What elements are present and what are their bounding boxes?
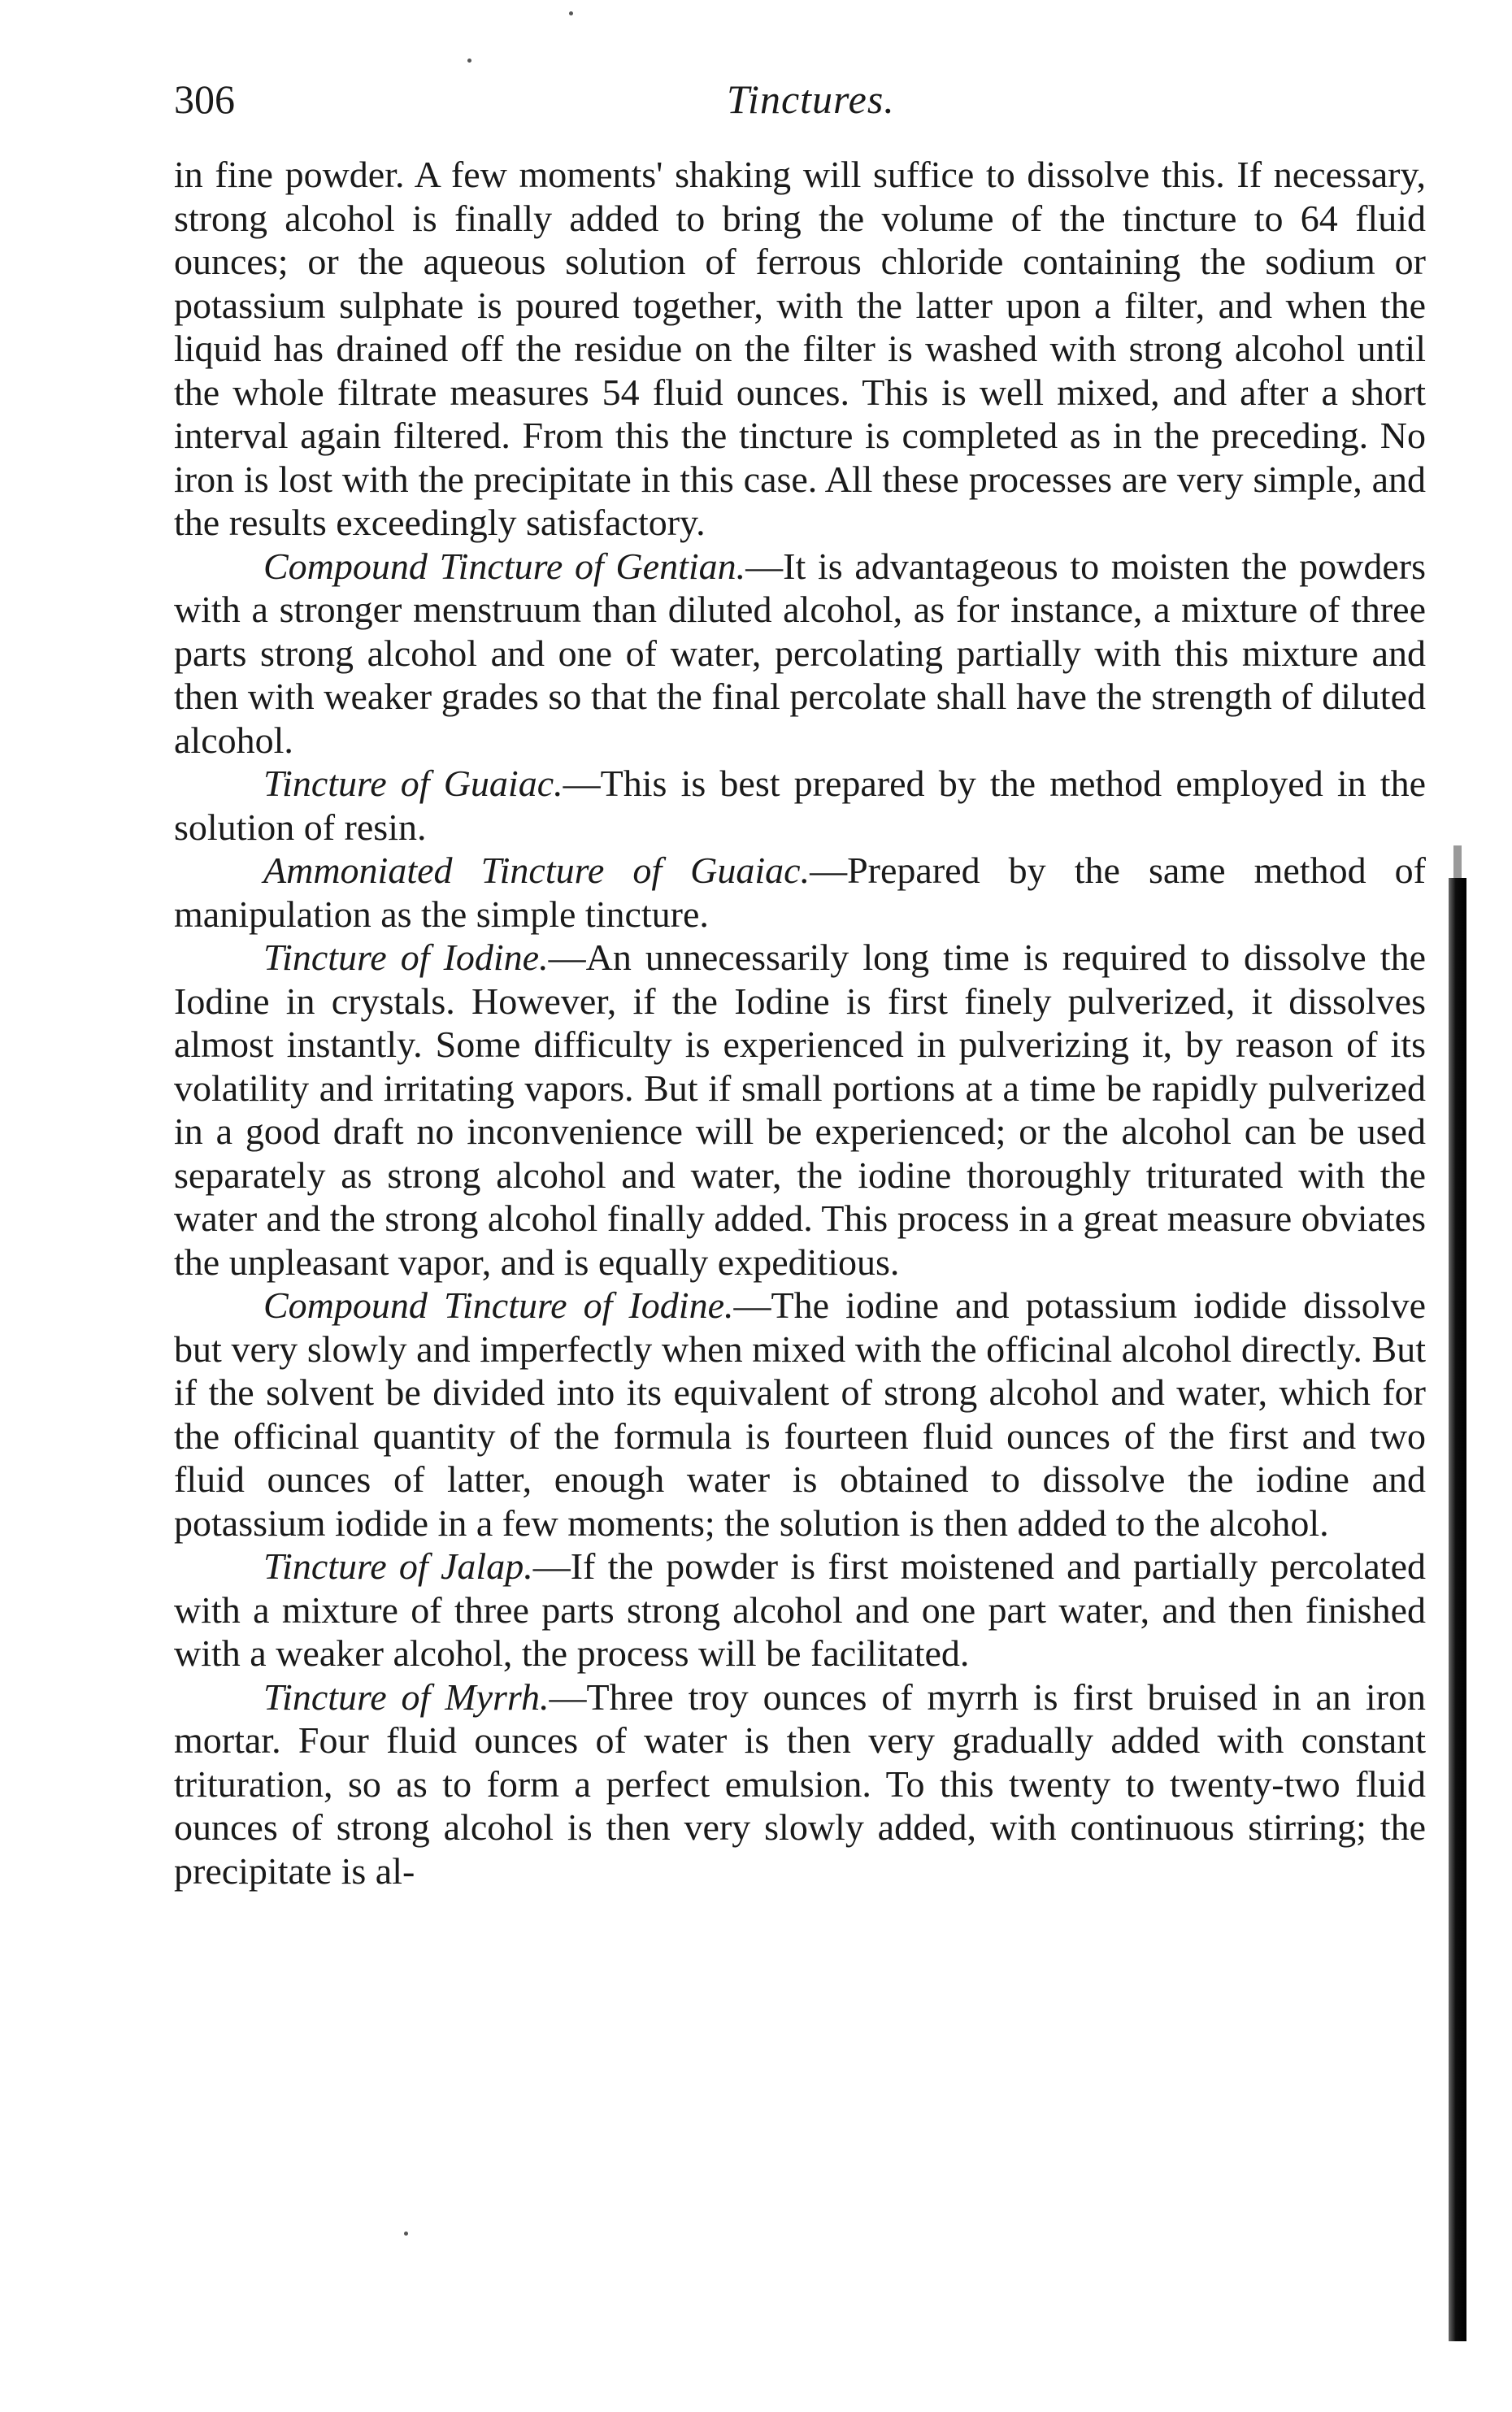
entry-title: Ammoniated Tincture of Guaiac. bbox=[263, 850, 810, 891]
paragraph-text: in fine powder. A few moments' shaking will suffice to dissolve this. If necessary, strong alcohol is finally added to bring the volume of the tincture to 64 fluid ounces; or the aqueous solution of ferrous chloride containing the sodium or potassium sulphate is poured together, with the latter upon a filter, and when the liquid has drained off the residue on the filter is washed with strong alcohol until the whole filtrate measures 54 fluid ounces. This is well mixed, and after a short interval again filtered. From this the tincture is completed as in the preceding. No iron is lost with the precipitate in this case. All these processes are very simple, and the results exceedingly satisfactory. bbox=[174, 154, 1426, 543]
paragraph-text: —Prepared by the same method of manipulation as the simple tincture. bbox=[174, 850, 1426, 935]
paragraph-text: —This is best prepared by the method employed in the solution of resin. bbox=[174, 763, 1426, 848]
paragraph-text: —An unnecessarily long time is required to dissolve the Iodine in crystals. However, if the Iodine is first finely pulverized, it dissolves almost instantly. Some difficulty is experienced in pulverizing it, by reason of its volatility and irritating vapors. But if small portions at a time be rapidly pulverized in a good draft no inconvenience will be experienced; or the alcohol can be used separately as strong alcohol and water, the iodine thoroughly triturated with the water and the strong alcohol finally added. This process in a great measure obviates the unpleasant vapor, and is equally expeditious. bbox=[174, 937, 1426, 1283]
entry-title: Tincture of Guaiac. bbox=[263, 763, 563, 804]
paragraph-tincture-guaiac bbox=[174, 762, 1426, 849]
paragraph-text: —If the powder is first moistened and partially percolated with a mixture of three parts strong alcohol and one part water, and then finished with a weaker alcohol, the process will be facilitated. bbox=[174, 1545, 1426, 1674]
paper-speck bbox=[467, 59, 471, 63]
paragraph-text: —The iodine and potassium iodide dissolve but very slowly and imperfectly when mixed with the officinal alcohol directly. But if the solvent be divided into its equivalent of strong alcohol and water, which for the officinal quantity of the formula is fourteen fluid ounces of the first and two fluid ounces of latter, enough water is obtained to dissolve the iodine and potassium iodide in a few moments; the solution is then added to the alcohol. bbox=[174, 1284, 1426, 1544]
binding-edge-shadow bbox=[1449, 878, 1466, 2341]
paragraph-compound-tincture-iodine bbox=[174, 1284, 1426, 1545]
entry-title: Tincture of Jalap. bbox=[263, 1545, 533, 1587]
body-text bbox=[174, 153, 1426, 1893]
paragraph-ammoniated-tincture-guaiac bbox=[174, 849, 1426, 936]
paper-speck bbox=[404, 2232, 408, 2236]
paragraph-tincture-myrrh bbox=[174, 1675, 1426, 1893]
paragraph-text: —It is advantageous to moisten the powders with a stronger menstruum than diluted alcohol, as for instance, a mixture of three parts strong alcohol and one of water, percolating partially with this mixture and then with weaker grades so that the final percolate shall have the strength of diluted alcohol. bbox=[174, 545, 1427, 761]
paper-speck bbox=[569, 11, 573, 15]
running-title: Tinctures. bbox=[727, 76, 895, 122]
entry-title: Tincture of Myrrh. bbox=[263, 1675, 550, 1718]
paragraph-tincture-jalap bbox=[174, 1545, 1426, 1675]
entry-title: Compound Tincture of Iodine. bbox=[263, 1284, 734, 1326]
page-header bbox=[174, 75, 1442, 132]
paragraph-continuation bbox=[174, 153, 1426, 545]
entry-title: Tincture of Iodine. bbox=[263, 937, 549, 978]
paragraph-compound-tincture-gentian bbox=[174, 545, 1426, 763]
entry-title: Compound Tincture of Gentian. bbox=[263, 545, 746, 587]
page-number: 306 bbox=[174, 76, 235, 122]
paragraph-text: —Three troy ounces of myrrh is first bruised in an iron mortar. Four fluid ounces of water is then very gradually added with constant trituration, so as to form a perfect emulsion. To this twenty to twenty-two fluid ounces of strong alcohol is then very slowly added, with continuous stirring; the precipitate is al- bbox=[174, 1675, 1426, 1892]
paragraph-tincture-iodine bbox=[174, 936, 1426, 1284]
